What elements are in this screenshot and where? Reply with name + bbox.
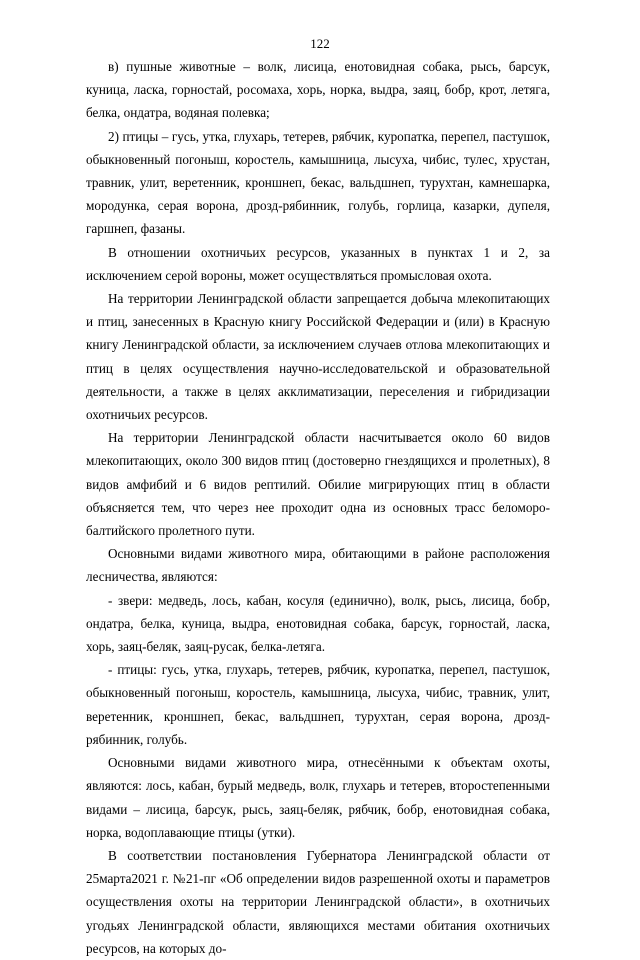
paragraph: - звери: медведь, лось, кабан, косуля (единично), волк, рысь, лисица, бобр, ондатра, белка, куница, выдра, енотовидная собака, барсук, горностай, ласка, хорь, заяц-беляк, заяц-русак, белка-летяга. bbox=[86, 592, 550, 655]
paragraph: На территории Ленинградской области запрещается добыча млекопитающих и птиц, занесенных в Красную книгу Российской Федерации и (или) в Красную книгу Ленинградской области, за исключением случаев отлова млекопитающих и птиц в целях осуществления научно-исследовательской и образовательной деятельности, а также в целях акклиматизации, переселения и гибридизации охотничьих ресурсов. bbox=[86, 291, 550, 423]
paragraph: В соответствии постановления Губернатора Ленинградской области от 25марта2021 г. №21-пг «Об определении видов разрешенной охоты и параметров осуществления охоты на территории Ленинградской области», в охотничьих угодьях Ленинградской области, являющихся местами обитания охотничьих ресурсов, на которых до- bbox=[86, 847, 550, 956]
paragraph: 2) птицы – гусь, утка, глухарь, тетерев, рябчик, куропатка, перепел, пастушок, обыкновенный погоныш, коростель, камышница, лысуха, чибис, тулес, хрустан, травник, улит, веретенник, кроншнеп, бекас, вальдшнеп, турухтан, камнешарка, мородунка, серая ворона, дрозд-рябинник, голубь, горлица, казарки, дупеля, гаршнеп, фазаны. bbox=[86, 128, 550, 237]
document-body bbox=[86, 55, 550, 960]
paragraph: Основными видами животного мира, обитающими в районе расположения лесничества, являются: bbox=[86, 546, 550, 585]
paragraph: в) пушные животные – волк, лисица, енотовидная собака, рысь, барсук, куница, ласка, горностай, росомаха, хорь, норка, выдра, заяц, бобр, крот, летяга, белка, ондатра, водяная полевка; bbox=[86, 59, 550, 121]
paragraph: На территории Ленинградской области насчитывается около 60 видов млекопитающих, около 300 видов птиц (достоверно гнездящихся и пролетных), 8 видов амфибий и 6 видов рептилий. Обилие мигрирующих птиц в области объясняется тем, что через нее проходит одна из основных трасс беломоро-балтийского пролетного пути. bbox=[86, 430, 550, 539]
paragraph: В отношении охотничьих ресурсов, указанных в пунктах 1 и 2, за исключением серой вороны, может осуществляться промысловая охота. bbox=[86, 244, 550, 283]
paragraph: - птицы: гусь, утка, глухарь, тетерев, рябчик, куропатка, перепел, пастушок, обыкновенный погоныш, коростель, камышница, лысуха, чибис, травник, улит, веретенник, кроншнеп, бекас, вальдшнеп, турухтан, серая ворона, дрозд-рябинник, голубь. bbox=[86, 662, 550, 747]
paragraph: Основными видами животного мира, отнесёнными к объектам охоты, являются: лось, кабан, бурый медведь, волк, глухарь и тетерев, второстепенными видами – лисица, барсук, рысь, заяц-беляк, рябчик, бобр, енотовидная собака, норка, водоплавающие птицы (утки). bbox=[86, 755, 550, 840]
page-number: 122 bbox=[310, 36, 330, 51]
